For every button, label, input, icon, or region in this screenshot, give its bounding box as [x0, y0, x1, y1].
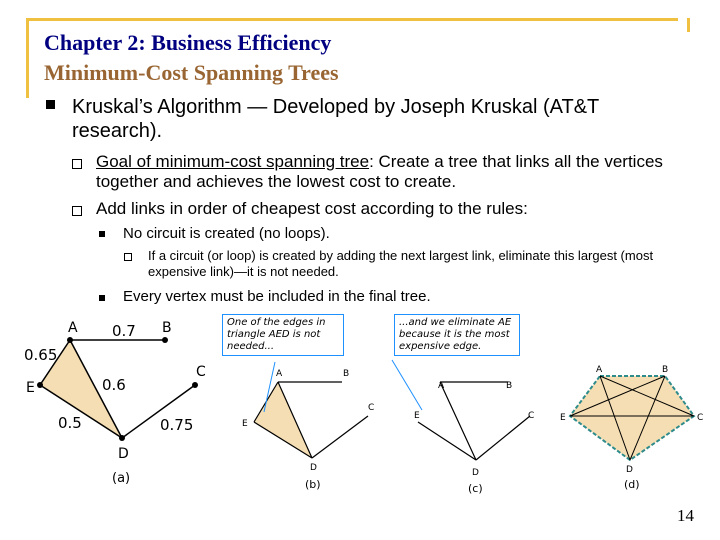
panel-label-b: (b) [305, 478, 321, 491]
slide-subtitle: Minimum-Cost Spanning Trees [44, 60, 339, 85]
rule-every-vertex: Every vertex must be included in the final tree. [123, 288, 431, 305]
rule-marker [99, 231, 105, 237]
panel-label-a: (a) [112, 471, 131, 486]
left-border [26, 18, 29, 98]
label-b-d: B [662, 365, 669, 375]
weight-ed: 0.5 [58, 414, 82, 432]
panel-c-bg [396, 360, 536, 500]
bullet-marker [46, 100, 55, 109]
slide-title: Chapter 2: Business Efficiency [44, 30, 332, 55]
right-border [687, 18, 690, 32]
label-e-d: E [560, 413, 566, 423]
weight-cd: 0.75 [160, 416, 194, 434]
label-b-b: B [343, 369, 350, 379]
label-a: A [68, 320, 78, 336]
sub-bullet-marker [72, 206, 82, 216]
kruskal-figure [0, 300, 720, 510]
sub-bullet-goal [96, 152, 696, 192]
vertex-c [192, 382, 198, 388]
detail-marker [124, 253, 132, 261]
goal-text: : Create a tree that links all the vertices together and achieves the lowest cost to create. [96, 152, 663, 191]
label-c-d: C [697, 413, 704, 423]
label-a-c: A [438, 381, 445, 391]
label-c-c: C [528, 411, 535, 421]
goal-term: Goal of minimum-cost spanning tree [96, 152, 370, 171]
label-c: C [196, 364, 206, 380]
rule-detail: If a circuit (or loop) is created by adding the next largest link, eliminate this largest (most expensive link)—it is not needed. [148, 248, 654, 279]
top-border [26, 18, 678, 21]
panel-a [24, 320, 206, 486]
vertex-b [162, 337, 168, 343]
label-a-b: A [276, 369, 283, 379]
vertex-a [67, 337, 73, 343]
bullet-kruskal: Kruskal’s Algorithm — Developed by Joseph Kruskal (AT&T research). [72, 96, 599, 142]
vertex-d [119, 435, 125, 441]
label-d: D [118, 446, 129, 462]
label-e-b: E [242, 419, 248, 429]
label-b: B [162, 320, 172, 336]
weight-ad: 0.6 [102, 376, 126, 394]
panel-label-c: (c) [468, 482, 483, 495]
weight-ab: 0.7 [112, 322, 136, 340]
callout-triangle-aed: One of the edges in triangle AED is not needed... [222, 314, 344, 356]
page-number: 14 [677, 506, 694, 525]
weight-ae: 0.65 [24, 346, 58, 364]
label-e-c: E [414, 411, 420, 421]
rule-no-circuit: No circuit is created (no loops). [123, 225, 330, 242]
label-a-d: A [596, 365, 603, 375]
sub-bullet-marker [72, 159, 82, 169]
vertex-e [37, 382, 43, 388]
panel-label-d: (d) [624, 478, 640, 491]
panel-b [242, 362, 374, 491]
callout-eliminate-ae: ...and we eliminate AE because it is the most expensive edge. [394, 314, 520, 356]
label-d-c: D [472, 468, 479, 478]
panel-c [392, 360, 536, 500]
label-c-b: C [368, 403, 375, 413]
label-d-d: D [626, 465, 633, 475]
edge-cd-b [312, 416, 368, 458]
pentagon-d [570, 376, 694, 460]
sub-bullet-rules: Add links in order of cheapest cost according to the rules: [96, 199, 528, 218]
label-e: E [26, 380, 35, 396]
label-b-c: B [506, 381, 513, 391]
label-d-b: D [310, 463, 317, 473]
panel-d [560, 365, 703, 491]
